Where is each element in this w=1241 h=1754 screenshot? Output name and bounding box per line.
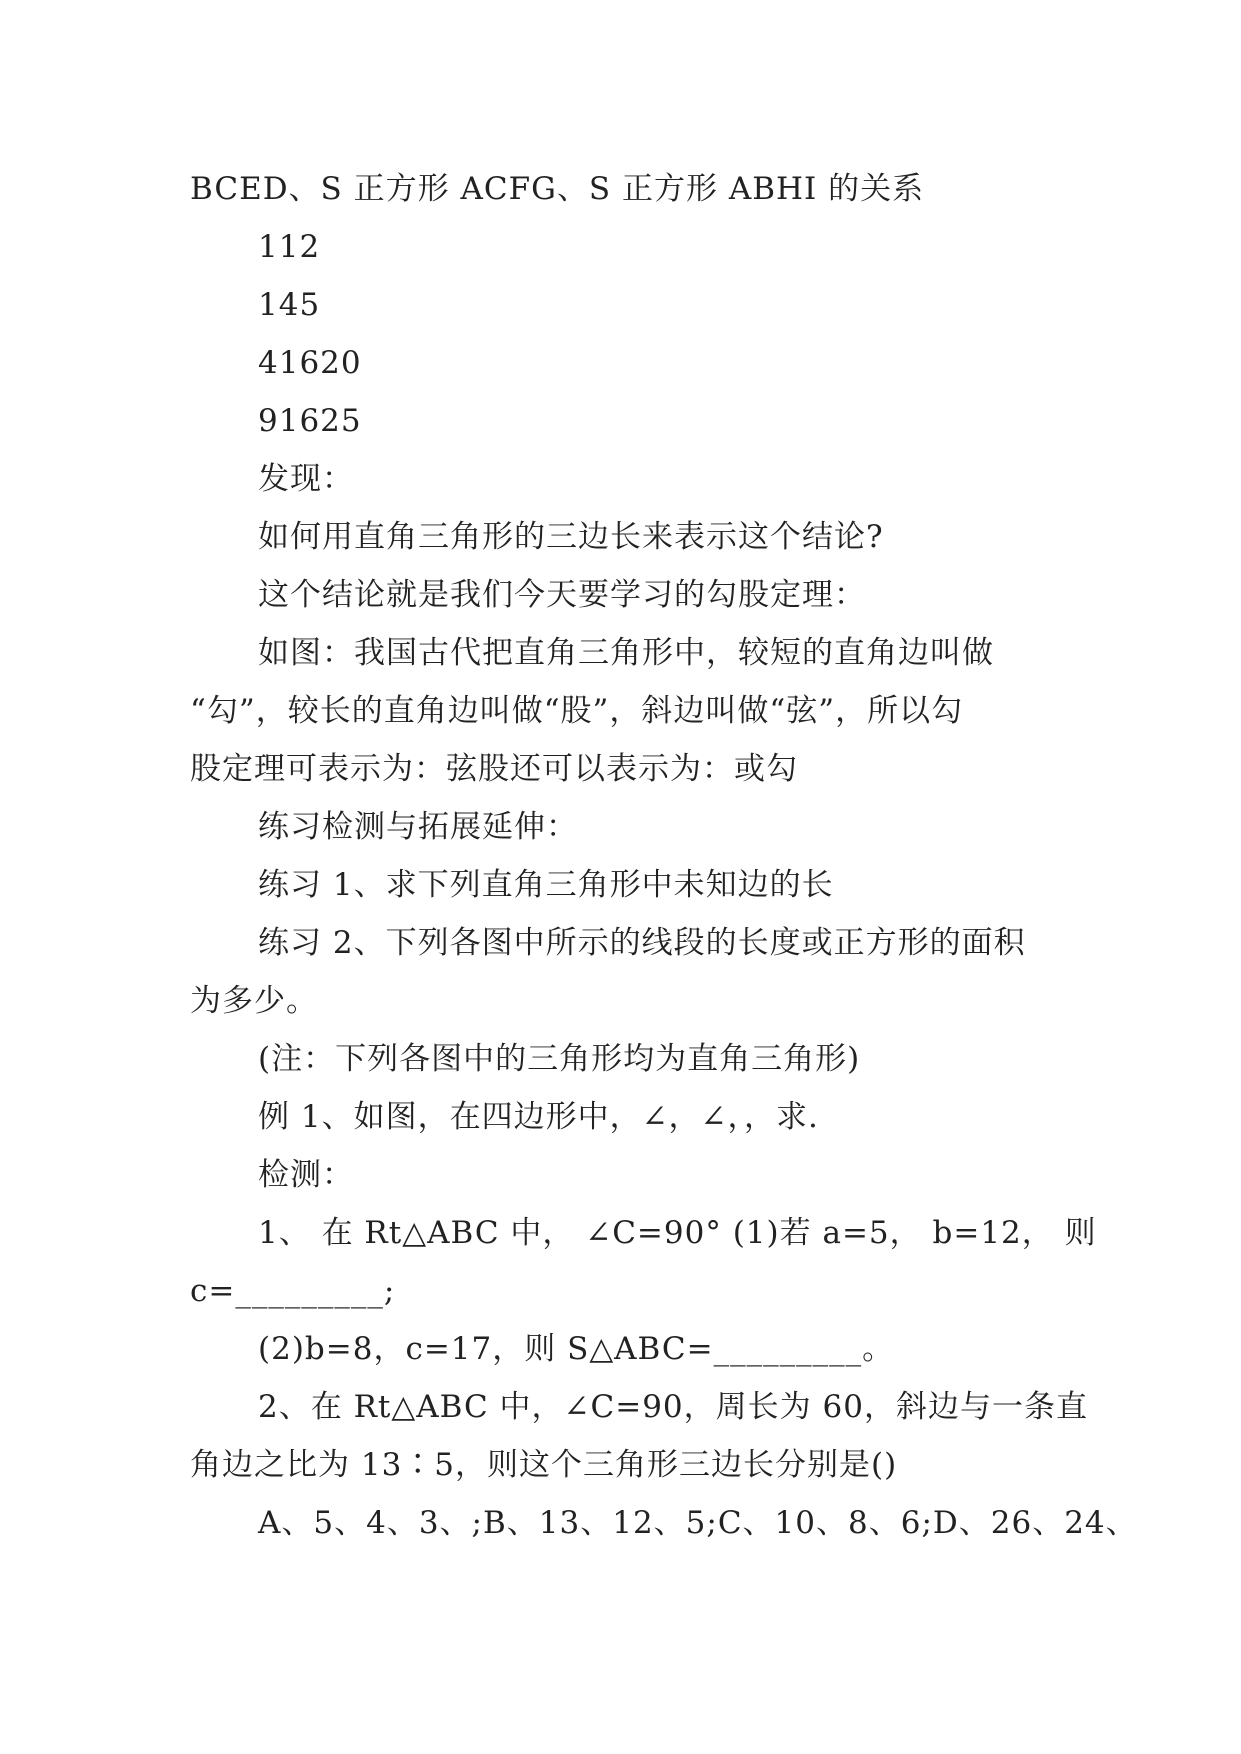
text-line-question: 如何用直角三角形的三边长来表示这个结论? [258,519,884,555]
text-line-91625: 91625 [258,403,362,439]
text-line-41620: 41620 [258,345,362,381]
text-line-discovery: 发现： [258,461,354,497]
document-body [190,160,1138,1552]
text-line-check-2b: 角边之比为 13∶5，则这个三角形三边长分别是() [190,1447,898,1483]
text-line-relation: BCED、S 正方形 ACFG、S 正方形 ABHI 的关系 [190,171,925,207]
text-line-check-1b: c=_________; [190,1273,396,1309]
text-line-check-2a: 2、在 Rt△ABC 中，∠C=90，周长为 60，斜边与一条直 [258,1389,1088,1425]
text-line-gougu-3: 股定理可表示为：弦股还可以表示为：或勾 [190,751,798,787]
text-line-example-1: 例 1、如图，在四边形中，∠，∠，，求. [258,1099,819,1135]
text-line-practice-2b: 为多少。 [190,983,318,1019]
text-line-gougu-1: 如图：我国古代把直角三角形中，较短的直角边叫做 [258,635,994,671]
text-line-practice-2a: 练习 2、下列各图中所示的线段的长度或正方形的面积 [258,925,1026,961]
text-line-theorem-intro: 这个结论就是我们今天要学习的勾股定理： [258,577,866,613]
text-line-check-1c: (2)b=8，c=17，则 S△ABC=_________。 [258,1331,895,1367]
text-line-112: 112 [258,229,321,265]
text-line-145: 145 [258,287,321,323]
text-line-check-heading: 检测： [258,1157,354,1193]
text-line-gougu-2: “勾”，较长的直角边叫做“股”，斜边叫做“弦”，所以勾 [190,693,964,729]
text-line-practice-1: 练习 1、求下列直角三角形中未知边的长 [258,867,834,903]
text-line-choices: A、5、4、3、;B、13、12、5;C、10、8、6;D、26、24、 [258,1505,1138,1541]
text-line-check-1a: 1、 在 Rt△ABC 中， ∠C=90° (1)若 a=5， b=12， 则 [258,1215,1097,1251]
text-line-note: (注：下列各图中的三角形均为直角三角形) [258,1041,861,1077]
text-line-practice-heading: 练习检测与拓展延伸： [258,809,578,845]
